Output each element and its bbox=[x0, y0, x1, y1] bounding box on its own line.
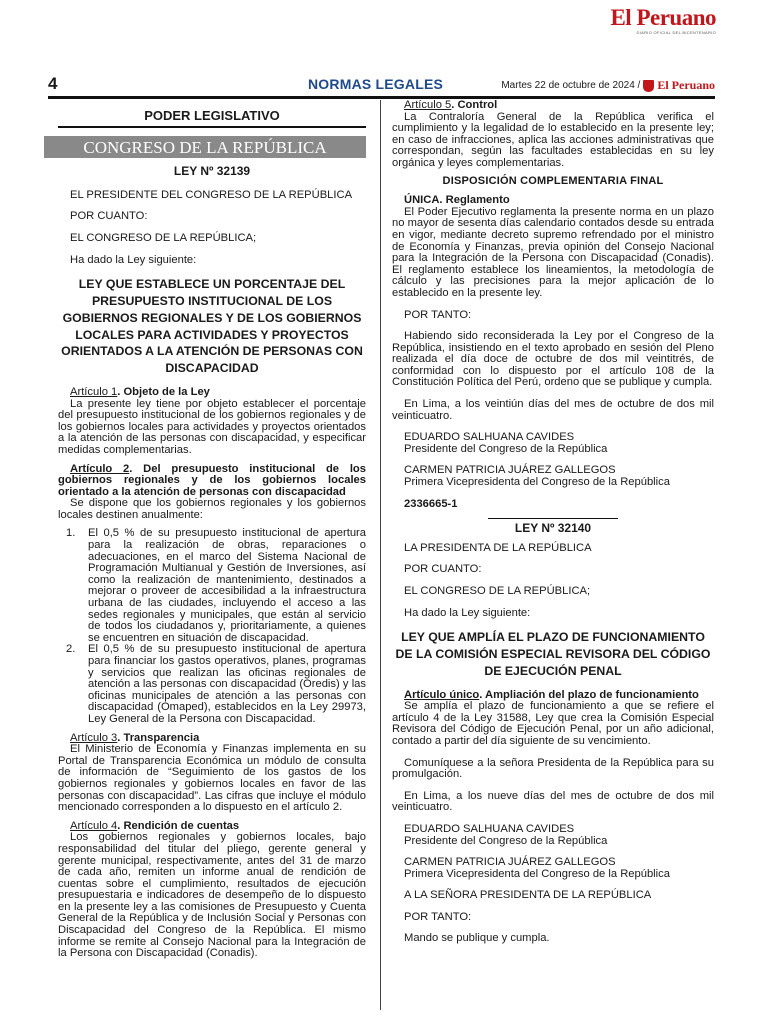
mando: Mando se publique y cumpla. bbox=[404, 932, 550, 945]
coat-of-arms-icon bbox=[643, 80, 654, 92]
article-heading: Artículo 3. Transparencia bbox=[70, 731, 200, 744]
preamble-por-cuanto: POR CUANTO: bbox=[404, 563, 482, 576]
left-column bbox=[58, 100, 366, 960]
separator bbox=[488, 518, 618, 519]
article-text: El Ministerio de Economía y Finanzas implementa en su Portal de Transparencia Económica un módulo de consulta de información de “Seguimiento de los gastos de los gobiernos regionales y gobiernos locales en favor de las personas con discapacidad”. Las cifras que incluye el módulo mencionado corresponden a lo dispuesto en el artículo 2. bbox=[58, 743, 366, 814]
signatory-role: Primera Vicepresidenta del Congreso de la República bbox=[404, 476, 670, 489]
preamble-congreso: EL CONGRESO DE LA REPÚBLICA; bbox=[70, 231, 257, 244]
header-date: Martes 22 de octubre de 2024 / bbox=[501, 80, 641, 91]
article-text: Se amplía el plazo de funcionamiento a que se refiere el artículo 4 de la Ley 31588, Ley que crea la Comisión Especial Revisora del Código de Ejecución Penal, por un año adicional, contado a partir del día siguiente de su vencimiento. bbox=[392, 700, 714, 747]
signatory-role: Presidente del Congreso de la República bbox=[404, 442, 608, 455]
law-title: LEY QUE AMPLÍA EL PLAZO DE FUNCIONAMIENTO DE LA COMISIÓN ESPECIAL REVISORA DEL CÓDIGO DE EJECUCIÓN PENAL bbox=[395, 630, 711, 678]
article-heading: Artículo 2. Del presupuesto institucional de los gobiernos regionales y de los gobiernos locales orientado a la atención de personas con discapacidad bbox=[58, 462, 366, 498]
page-header bbox=[48, 74, 715, 99]
masthead-tagline: DIARIO OFICIAL DEL BICENTENARIO bbox=[636, 30, 716, 35]
preamble-president: EL PRESIDENTE DEL CONGRESO DE LA REPÚBLICA bbox=[70, 188, 353, 201]
place-date: En Lima, a los veintiún días del mes de octubre de dos mil veinticuatro. bbox=[392, 398, 714, 422]
publication-code: 2336665-1 bbox=[404, 497, 458, 510]
section-heading: PODER LEGISLATIVO bbox=[58, 104, 366, 128]
article-heading: Artículo 4. Rendición de cuentas bbox=[70, 819, 240, 832]
por-tanto: POR TANTO: bbox=[404, 910, 472, 923]
signatory-name: CARMEN PATRICIA JUÁREZ GALLEGOS bbox=[404, 464, 616, 477]
masthead bbox=[610, 6, 716, 35]
law-number: LEY Nº 32140 bbox=[514, 521, 592, 536]
header-date-brand bbox=[501, 78, 715, 93]
article-text: La presente ley tiene por objeto establecer el porcentaje del presupuesto institucional de los gobiernos regionales y de los gobiernos locales para actividades y proyectos orientados a la atención de las personas con discapacidad, y especificar medidas complementarias. bbox=[58, 397, 366, 456]
preamble-ha-dado: Ha dado la Ley siguiente: bbox=[70, 253, 197, 266]
article-heading: Artículo único. Ampliación del plazo de funcionamiento bbox=[404, 688, 699, 701]
list-item: 2. El 0,5 % de su presupuesto institucional de apertura para financiar los gastos operativos, planes, programas y servicios que realizan las oficinas regionales de atención a las personas con discapacidad (Oredis) y las oficinas municipales de atención a las personas con discapacidad (Omaped), establecidos en la Ley 29973, Ley General de la Persona con Discapacidad. bbox=[66, 643, 366, 725]
disposition-title: ÚNICA. Reglamento bbox=[404, 194, 510, 207]
signatory-role: Presidente del Congreso de la República bbox=[404, 834, 608, 847]
masthead-logo: El Peruano bbox=[610, 5, 716, 30]
list-item: 1. El 0,5 % de su presupuesto institucional de apertura para la realización de obras, reparaciones o adecuaciones, en el marco del Sistema Nacional de Programación Multianual y Gestión de Inversiones, así como la realización de mantenimiento, destinados a mejorar o proveer de accesibilidad a la infraestructura urbana de las ciudades, incluyendo el acceso a las sedes regionales y municipales, que están al servicio de todos los ciudadanos y, prioritariamente, a quienes se encuentren en situación de discapacidad. bbox=[66, 527, 366, 644]
preamble-president: LA PRESIDENTA DE LA REPÚBLICA bbox=[404, 541, 592, 554]
article-text: Se dispone que los gobiernos regionales y los gobiernos locales destinen anualmente: bbox=[58, 497, 366, 521]
por-tanto: POR TANTO: bbox=[404, 308, 472, 321]
article-list bbox=[58, 528, 366, 725]
section-title: NORMAS LEGALES bbox=[308, 76, 444, 92]
signatory-name: CARMEN PATRICIA JUÁREZ GALLEGOS bbox=[404, 856, 616, 869]
law-number: LEY Nº 32139 bbox=[173, 164, 251, 179]
article-text: Los gobiernos regionales y gobiernos locales, bajo responsabilidad del titular del pliego, gerente general y gerente municipal, respectivamente, antes del 31 de marzo de cada año, remiten un informe anual de rendición de cuentas sobre el cumplimiento, resultados de ejecución presupuestaria e indicadores de desempeño de lo dispuesto en la presente ley a las comisiones de Presupuesto y Cuenta General de la República y de Inclusión Social y Personas con Discapacidad del Congreso de la República. El mismo informe se remite al Consejo Nacional para la Integración de la Persona con Discapacidad (Conadis). bbox=[58, 831, 366, 960]
signatory-role: Primera Vicepresidenta del Congreso de la República bbox=[404, 867, 670, 880]
signatory-name: EDUARDO SALHUANA CAVIDES bbox=[404, 822, 575, 835]
addressee: A LA SEÑORA PRESIDENTA DE LA REPÚBLICA bbox=[404, 889, 652, 902]
comuniquese: Comuníquese a la señora Presidenta de la República para su promulgación. bbox=[392, 756, 714, 781]
right-column bbox=[392, 100, 714, 945]
page-number: 4 bbox=[48, 74, 58, 93]
preamble-congreso: EL CONGRESO DE LA REPÚBLICA; bbox=[404, 585, 591, 597]
disposition-heading: DISPOSICIÓN COMPLEMENTARIA FINAL bbox=[442, 174, 664, 187]
article-text: La Contraloría General de la República verifica el cumplimiento y la legalidad de lo establecido en la presente ley; en caso de infracciones, aplica las acciones administrativas que correspondan, según las facultades establecidas en su ley orgánica y leyes complementarias. bbox=[392, 110, 714, 169]
article-heading: Artículo 5. Control bbox=[404, 99, 498, 111]
article-heading: Artículo 1. Objeto de la Ley bbox=[70, 385, 210, 398]
institution-banner: CONGRESO DE LA REPÚBLICA bbox=[44, 136, 366, 159]
law-title: LEY QUE ESTABLECE UN PORCENTAJE DEL PRESUPUESTO INSTITUCIONAL DE LOS GOBIERNOS REGIONALES Y DE LOS GOBIERNOS LOCALES PARA ACTIVIDADES Y PROYECTOS ORIENTADOS A LA ATENCIÓN DE PERSONAS CON DISCAPACIDAD bbox=[61, 277, 363, 376]
preamble-ha-dado: Ha dado la Ley siguiente: bbox=[404, 606, 531, 619]
signatory-name: EDUARDO SALHUANA CAVIDES bbox=[404, 431, 575, 444]
place-date: En Lima, a los nueve días del mes de octubre de dos mil veinticuatro. bbox=[392, 789, 714, 814]
column-divider bbox=[380, 100, 381, 1010]
disposition-text: El Poder Ejecutivo reglamenta la presente norma en un plazo no mayor de sesenta días calendario contados desde su entrada en vigor, mediante decreto supremo refrendado por el ministro de Economía y Finanzas, previa opinión del Consejo Nacional para la Integración de la Persona con Discapacidad (Conadis). El reglamento establece los lineamientos, la metodología de cálculo y las precisiones para la mejor aplicación de lo establecido en la presente ley. bbox=[392, 205, 714, 299]
promulgation-text: Habiendo sido reconsiderada la Ley por el Congreso de la República, insistiendo en el texto aprobado en sesión del Pleno realizada el día doce de octubre de dos mil veintitrés, de conformidad con lo dispuesto por el artículo 108 de la Constitución Política del Perú, ordeno que se publique y cumpla. bbox=[392, 330, 714, 389]
preamble-por-cuanto: POR CUANTO: bbox=[70, 210, 148, 223]
header-brand: El Peruano bbox=[657, 78, 715, 92]
